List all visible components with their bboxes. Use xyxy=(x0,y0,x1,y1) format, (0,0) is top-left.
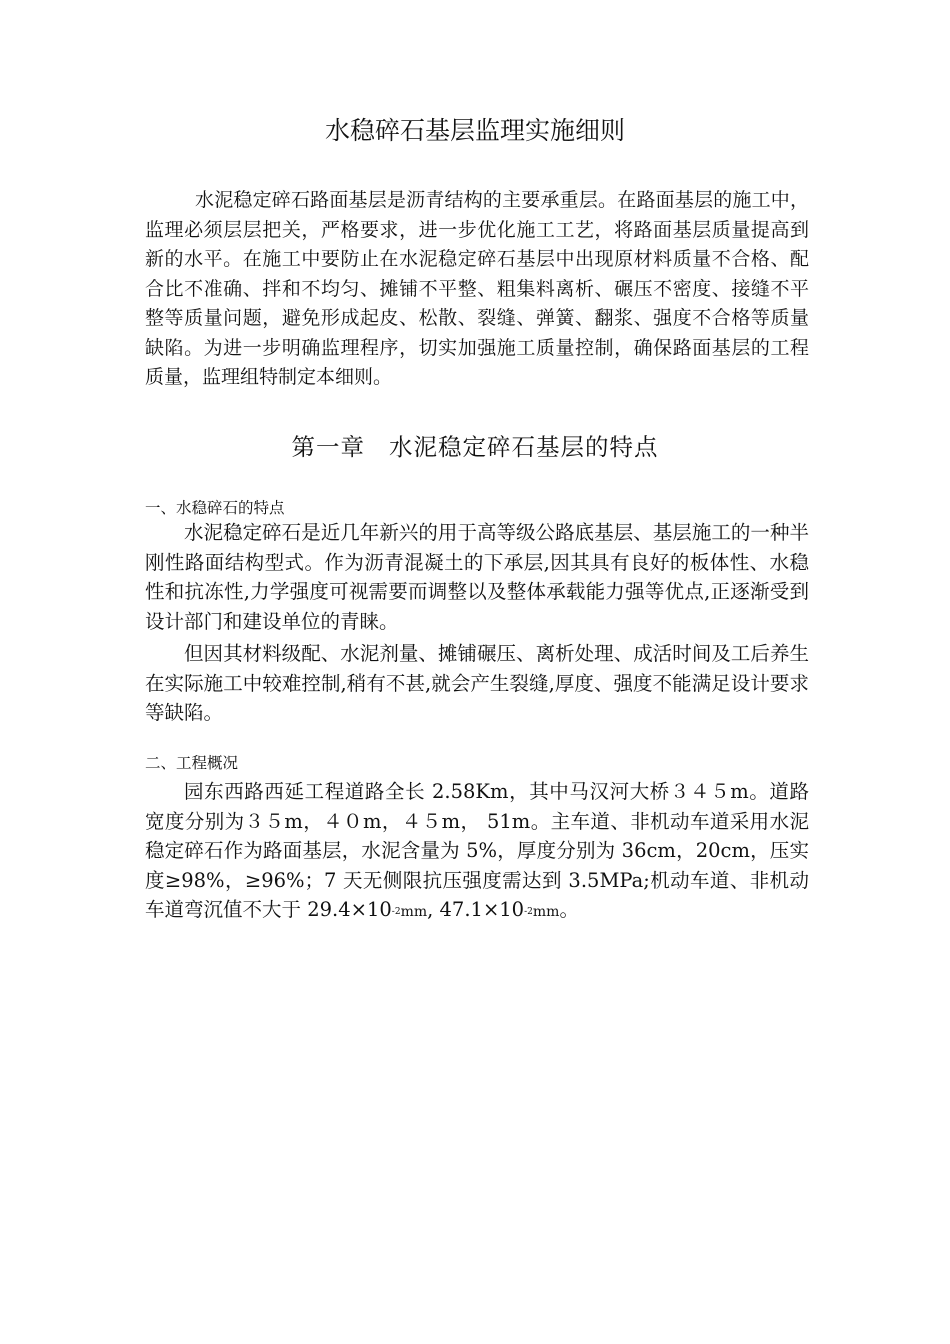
separator-text: , 47.1×10 xyxy=(427,898,525,921)
section-1-paragraph-1: 水泥稳定碎石是近几年新兴的用于高等级公路底基层、基层施工的一种半刚性路面结构型式。作为沥青混凝土的下承层,因其具有良好的板体性、水稳性和抗冻性,力学强度可视需要而调整以及整体承载能力强等优点,正逐渐受到设计部门和建设单位的青睐。 xyxy=(145,521,809,633)
section-2-text-end: 。 xyxy=(559,898,579,921)
intro-paragraph-block xyxy=(145,186,809,393)
section-2-heading: 二、工程概况 xyxy=(145,754,239,772)
intro-paragraph: 水泥稳定碎石路面基层是沥青结构的主要承重层。在路面基层的施工中，监理必须层层把关，严格要求，进一步优化施工工艺，将路面基层质量提高到新的水平。在施工中要防止在水泥稳定碎石基层中出现原材料质量不合格、配合比不准确、拌和不均匀、摊铺不平整、粗集料离析、碾压不密度、接缝不平整等质量问题，避免形成起皮、松散、裂缝、弹簧、翻浆、强度不合格等质量缺陷。为进一步明确监理程序，切实加强施工质量控制，确保路面基层的工程质量，监理组特制定本细则。 xyxy=(145,189,809,388)
unit-2: mm xyxy=(532,904,560,920)
section-1-body xyxy=(145,518,809,731)
chapter-heading xyxy=(0,429,950,465)
exponent-1: -2 xyxy=(391,907,401,917)
section-1-paragraph-2: 但因其材料级配、水泥剂量、摊铺碾压、离析处理、成活时间及工后养生在实际施工中较难控制,稍有不甚,就会产生裂缝,厚度、强度不能满足设计要求等缺陷。 xyxy=(145,642,809,724)
document-title: 水稳碎石基层监理实施细则 xyxy=(324,116,625,145)
chapter-number: 第一章 xyxy=(291,433,365,461)
section-2-body xyxy=(145,777,809,930)
chapter-title: 水泥稳定碎石基层的特点 xyxy=(389,433,659,461)
section-2-text-main: 园东西路西延工程道路全长 2.58Km，其中马汉河大桥３４５m。道路宽度分别为３５m，４０m，４５m， 51m。主车道、非机动车道采用水泥稳定碎石作为路面基层，水泥含量为 5%，厚度分别为 36cm，20cm，压实度≥98%，≥96%；7 天无侧限抗压强度需达到 3.5MPa;机动车道、非机动车道弯沉值不大于 29.4×10 xyxy=(145,780,809,921)
section-2-paragraph xyxy=(145,777,809,930)
exponent-2: -2 xyxy=(524,907,533,917)
section-1-heading: 一、水稳碎石的特点 xyxy=(145,499,285,517)
unit-1: mm xyxy=(400,904,428,920)
